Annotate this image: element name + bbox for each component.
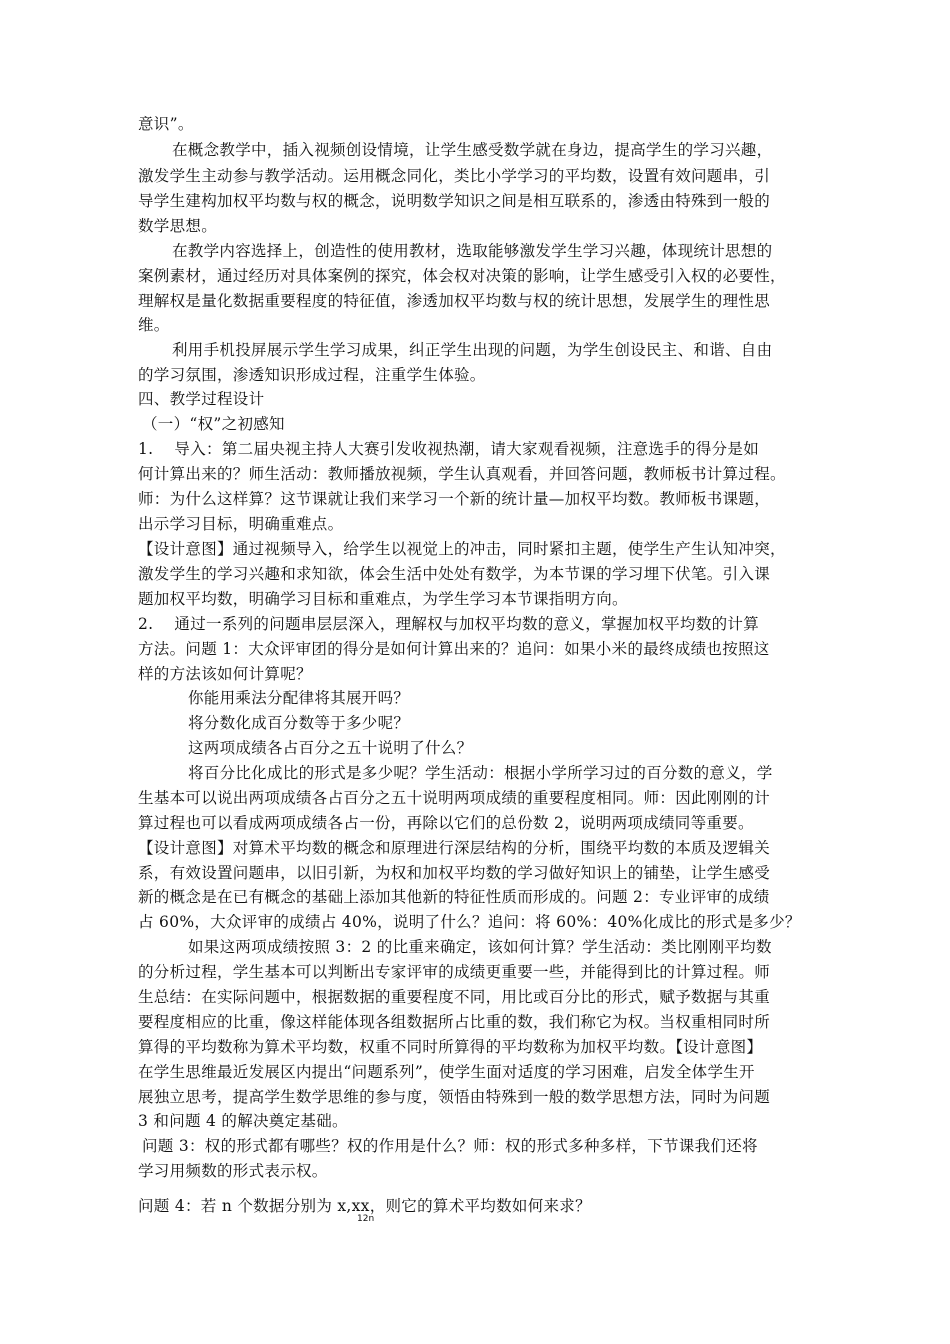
text-line: 维。 xyxy=(138,316,170,334)
text-line: 意识”。 xyxy=(138,115,194,133)
design-intent-line: 【设计意图】对算术平均数的概念和原理进行深层结构的分析，围绕平均数的本质及逻辑关 xyxy=(138,839,771,857)
text-line: 样的方法该如何计算呢？ xyxy=(138,665,312,683)
text-line: 2. 通过一系列的问题串层层深入，理解权与加权平均数的意义，掌握加权平均数的计算 xyxy=(138,615,760,633)
text-line: 出示学习目标，明确重难点。 xyxy=(138,515,344,533)
text-line: 系，有效设置问题串，以旧引新，为权和加权平均数的学习做好知识上的铺垫，让学生感受 xyxy=(138,864,771,882)
text-line: 学习用频数的形式表示权。 xyxy=(138,1162,328,1180)
subsection-heading: （一）“权”之初感知 xyxy=(142,415,285,433)
text-line: 算得的平均数称为算术平均数，权重不同时所算得的平均数称为加权平均数。【设计意图】 xyxy=(138,1038,763,1056)
text-line: 的分析过程，学生基本可以判断出专家评审的成绩更重要一些，并能得到比的计算过程。师 xyxy=(138,963,771,981)
text-line: 算过程也可以看成两项成绩各占一份，再除以它们的总份数 2，说明两项成绩同等重要。 xyxy=(138,814,754,832)
text-line: 3 和问题 4 的解决奠定基础。 xyxy=(138,1112,348,1130)
text-line: 激发学生主动参与教学活动。运用概念同化，类比小学学习的平均数，设置有效问题串，引 xyxy=(138,167,771,185)
text-line: 要程度相应的比重，像这样能体现各组数据所占比重的数，我们称它为权。当权重相同时所 xyxy=(138,1013,771,1031)
text-line: 方法。问题 1：大众评审团的得分是如何计算出来的？追问：如果小米的最终成绩也按照这 xyxy=(138,640,770,658)
text-line: 生基本可以说出两项成绩各占百分之五十说明两项成绩的重要程度相同。师：因此刚刚的计 xyxy=(138,789,771,807)
text-line: 在学生思维最近发展区内提出“问题系列”，使学生面对适度的学习困难，启发全体学生开 xyxy=(138,1063,755,1081)
text-line: 1. 导入：第二届央视主持人大赛引发收视热潮，请大家观看视频，注意选手的得分是如 xyxy=(138,440,760,458)
text-line: 导学生建构加权平均数与权的概念，说明数学知识之间是相互联系的，渗透由特殊到一般的 xyxy=(138,192,771,210)
text-line: 的学习氛围，渗透知识形成过程，注重学生体验。 xyxy=(138,366,486,384)
question-4-line: 问题 4：若 n 个数据分别为 x,xx，则它的算术平均数如何来求？ xyxy=(138,1197,591,1215)
subscript-index: 12n xyxy=(357,1214,375,1224)
text-line: 生总结：在实际问题中，根据数据的重要程度不同，用比或百分比的形式，赋予数据与其重 xyxy=(138,988,771,1006)
paragraph-start: 在概念教学中，插入视频创设情境，让学生感受数学就在身边，提高学生的学习兴趣， xyxy=(172,141,773,159)
text-line: 题加权平均数，明确学习目标和重难点，为学生学习本节课指明方向。 xyxy=(138,590,628,608)
text-line: 新的概念是在已有概念的基础上添加其他新的特征性质而形成的。问题 2：专业评审的成绩 xyxy=(138,888,770,906)
question-line: 你能用乘法分配律将其展开吗？ xyxy=(188,689,410,707)
section-heading: 四、教学过程设计 xyxy=(138,390,265,408)
paragraph-start: 在教学内容选择上，创造性的使用教材，选取能够激发学生学习兴趣，体现统计思想的 xyxy=(172,242,773,260)
question-line: 将百分比化成比的形式是多少呢？学生活动：根据小学所学习过的百分数的意义，学 xyxy=(188,764,773,782)
text-line: 激发学生的学习兴趣和求知欲，体会生活中处处有数学，为本节课的学习埋下伏笔。引入课 xyxy=(138,565,771,583)
question-line: 这两项成绩各占百分之五十说明了什么？ xyxy=(188,739,473,757)
text-line: 占 60%，大众评审的成绩占 40%，说明了什么？追问：将 60%：40%化成比的形式是多少？ xyxy=(138,913,801,931)
text-line: 数学思想。 xyxy=(138,217,218,235)
design-intent-line: 【设计意图】通过视频导入，给学生以视觉上的冲击，同时紧扣主题，使学生产生认知冲突， xyxy=(138,540,786,558)
paragraph-start: 利用手机投屏展示学生学习成果，纠正学生出现的问题，为学生创设民主、和谐、自由 xyxy=(172,341,773,359)
question-line: 将分数化成百分数等于多少呢？ xyxy=(188,714,410,732)
text-line: 何计算出来的？师生活动：教师播放视频，学生认真观看，并回答问题，教师板书计算过程。 xyxy=(138,465,786,483)
paragraph-start: 如果这两项成绩按照 3：2 的比重来确定，该如何计算？学生活动：类比刚刚平均数 xyxy=(188,938,772,956)
text-line: 师：为什么这样算？这节课就让我们来学习一个新的统计量—加权平均数。教师板书课题， xyxy=(138,490,771,508)
text-line: 展独立思考，提高学生数学思维的参与度，领悟由特殊到一般的数学思想方法，同时为问题 xyxy=(138,1088,771,1106)
text-line: 理解权是量化数据重要程度的特征值，渗透加权平均数与权的统计思想，发展学生的理性思 xyxy=(138,292,771,310)
question-3-line: 问题 3：权的形式都有哪些？权的作用是什么？师：权的形式多种多样，下节课我们还将 xyxy=(142,1137,758,1155)
text-line: 案例素材，通过经历对具体案例的探究，体会权对决策的影响，让学生感受引入权的必要性， xyxy=(138,267,786,285)
